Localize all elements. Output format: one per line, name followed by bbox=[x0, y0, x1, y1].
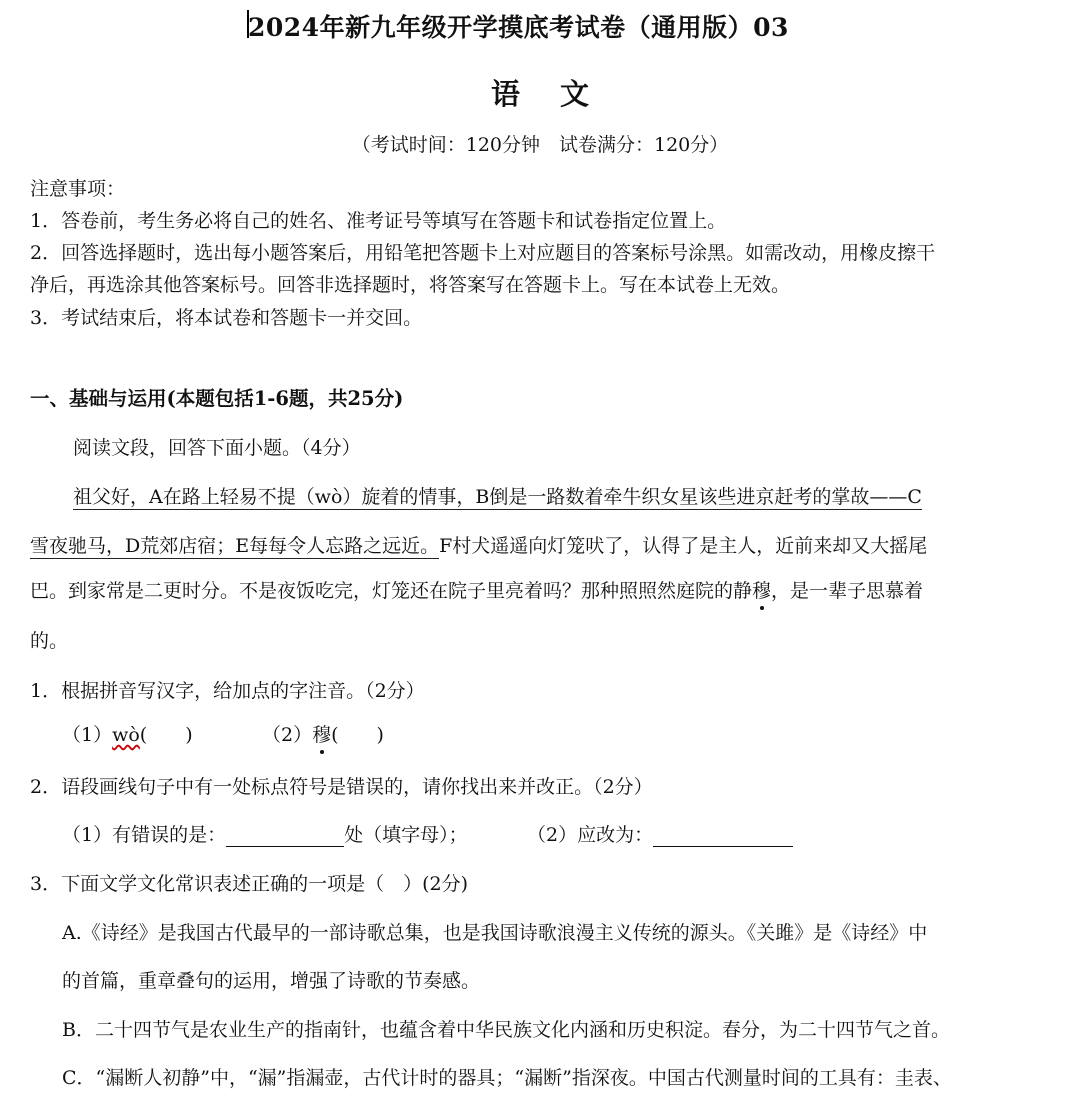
question-3-stem: 3．下面文学文化常识表述正确的一项是（ ）(2分) bbox=[30, 873, 469, 895]
answer-blank[interactable] bbox=[653, 826, 793, 847]
exam-info: （考试时间：120分钟 试卷满分：120分） bbox=[351, 134, 729, 156]
underlined-sentence-part-2: 雪夜驰马，D荒郊店宿；E每每令人忘路之远近。 bbox=[30, 535, 440, 557]
subquestion-hint: 处（填字母）； bbox=[344, 824, 468, 846]
notice-item-1: 1．答卷前，考生务必将自己的姓名、准考证号等填写在答题卡和试卷指定位置上。 bbox=[30, 210, 727, 232]
answer-parentheses: ( ) bbox=[139, 724, 193, 746]
notice-item-3: 3．考试结束后，将本试卷和答题卡一并交回。 bbox=[30, 307, 423, 329]
notice-item-2-line-1: 2．回答选择题时，选出每小题答案后，用铅笔把答题卡上对应题目的答案标号涂黑。如需改动，用橡皮擦干 bbox=[30, 242, 936, 264]
passage-text: F村犬遥遥向灯笼吠了，认得了是主人，近前来却又大摇尾 bbox=[439, 535, 928, 557]
exam-title: 2024年新九年级开学摸底考试卷（通用版）03 bbox=[248, 13, 789, 42]
q2-subquestion-2 bbox=[527, 820, 793, 847]
passage-line-4: 的。 bbox=[30, 630, 69, 652]
subject-heading: 语文 bbox=[490, 77, 629, 111]
notice-title: 注意事项： bbox=[30, 178, 126, 200]
option-a-line-1: A.《诗经》是我国古代最早的一部诗歌总集，也是我国诗歌浪漫主义传统的源头。《关雎》是《诗经》中 bbox=[62, 922, 928, 944]
reading-instruction: 阅读文段，回答下面小题。（4分） bbox=[73, 437, 361, 459]
notice-item-2-line-2: 净后，再选涂其他答案标号。回答非选择题时，将答案写在答题卡上。写在本试卷上无效。 bbox=[30, 274, 791, 296]
subquestion-label: （1）有错误的是： bbox=[62, 824, 227, 846]
question-2-stem: 2．语段画线句子中有一处标点符号是错误的，请你找出来并改正。（2分） bbox=[30, 776, 653, 798]
passage-text: 巴。到家常是二更时分。不是夜饭吃完，灯笼还在院子里亮着吗？那种照照然庭院的静 bbox=[30, 580, 753, 602]
passage-line-1 bbox=[73, 482, 922, 509]
q2-subquestion-1 bbox=[62, 820, 468, 847]
answer-parentheses: ( ) bbox=[331, 724, 384, 746]
underlined-sentence-part-1: 祖父好，A在路上轻易不提（wò）旋着的情事，B倒是一路数着牵牛织女星该些进京赶考的掌故——C bbox=[73, 486, 922, 508]
section-1-heading: 一、基础与运用(本题包括1-6题，共25分) bbox=[30, 387, 404, 410]
q1-subquestion-2 bbox=[262, 720, 384, 747]
dotted-character: 穆 bbox=[312, 724, 332, 746]
option-b: B．二十四节气是农业生产的指南针，也蕴含着中华民族文化内涵和历史积淀。春分，为二十四节气之首。 bbox=[62, 1019, 950, 1041]
subquestion-label: （2）应改为： bbox=[527, 824, 654, 846]
subquestion-label: （2） bbox=[262, 724, 313, 746]
pinyin-text: wò bbox=[112, 724, 140, 746]
option-c: C．“漏断人初静”中，“漏”指漏壶，古代计时的器具；“漏断”指深夜。中国古代测量时间的工具有：圭表、 bbox=[62, 1067, 952, 1089]
answer-blank[interactable] bbox=[226, 826, 344, 847]
q1-subquestion-1 bbox=[62, 720, 193, 747]
passage-text: ，是一辈子思慕着 bbox=[771, 580, 924, 602]
passage-line-2 bbox=[30, 531, 927, 558]
passage-line-3 bbox=[30, 576, 923, 603]
subquestion-label: （1） bbox=[62, 724, 113, 746]
option-a-line-2: 的首篇，重章叠句的运用，增强了诗歌的节奏感。 bbox=[62, 970, 481, 992]
question-1-stem: 1．根据拼音写汉字，给加点的字注音。（2分） bbox=[30, 680, 425, 702]
dotted-character: 穆 bbox=[752, 580, 772, 602]
